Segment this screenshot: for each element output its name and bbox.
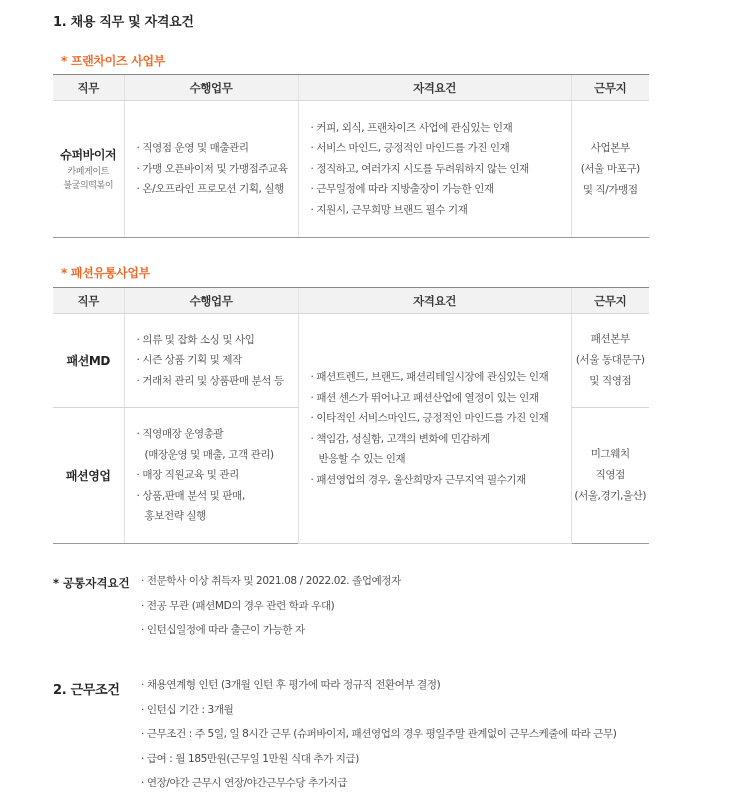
requirements-cell — [298, 314, 571, 544]
location-line: (서울,경기,울산) — [574, 490, 647, 502]
header-role: 직무 — [53, 288, 124, 314]
tasks-cell — [124, 314, 298, 408]
header-location: 근무지 — [571, 288, 649, 314]
header-role: 직무 — [53, 75, 124, 101]
list-item: · 거래처 관리 및 상품판매 분석 등 — [136, 374, 284, 387]
location-line: (서울 마포구) — [580, 162, 640, 175]
role-name: 슈퍼바이저 — [60, 148, 117, 162]
location-line: 미그웨치 — [590, 448, 630, 460]
franchise-table — [53, 74, 649, 238]
header-requirements: 자격요건 — [298, 75, 571, 101]
list-item: 홍보전략 실행 — [144, 510, 206, 523]
list-item: · 정직하고, 여러가지 시도를 두려워하지 않는 인재 — [310, 162, 529, 175]
tasks-cell — [124, 101, 298, 238]
section1-title: 1. 채용 직무 및 자격요건 — [53, 15, 194, 30]
list-item: · 인턴십 기간 : 3개월 — [141, 703, 234, 716]
work-conditions-list — [141, 673, 616, 796]
location-line: (서울 동대문구) — [575, 354, 645, 366]
role-brand: 불굴의떡볶이 — [63, 181, 114, 191]
list-item: · 온/오프라인 프로모션 기획, 실행 — [136, 183, 284, 196]
role-cell: 패션MD — [53, 314, 124, 408]
list-item: · 패션트렌드, 브랜드, 패션리테일시장에 관심있는 인재 — [310, 371, 549, 383]
location-line: 직영점 — [595, 469, 625, 481]
fashion-title: * 패션유통사업부 — [61, 266, 150, 280]
list-item: · 지원시, 근무희망 브랜드 필수 기재 — [310, 203, 468, 216]
header-tasks: 수행업무 — [124, 75, 298, 101]
header-location: 근무지 — [571, 75, 649, 101]
list-item: (매장운영 및 매출, 고객 관리) — [144, 448, 274, 461]
table-header-row — [53, 75, 649, 101]
list-item: · 직영매장 운영총괄 — [136, 428, 224, 441]
requirements-cell — [298, 101, 571, 238]
list-item: · 의류 및 잡화 소싱 및 사입 — [136, 333, 255, 346]
header-requirements: 자격요건 — [298, 288, 571, 314]
list-item: · 전문학사 이상 취득자 및 2021.08 / 2022.02. 졸업예정자 — [141, 575, 401, 587]
section2-title: 2. 근무조건 — [53, 683, 120, 698]
list-item: · 직영점 운영 및 매출관리 — [136, 142, 249, 155]
location-line: 패션본부 — [590, 333, 630, 345]
list-item: 반응할 수 있는 인재 — [318, 453, 406, 465]
list-item: · 서비스 마인드, 긍정적인 마인드를 가진 인재 — [310, 142, 510, 155]
location-line: 사업본부 — [590, 141, 630, 154]
location-cell — [571, 408, 649, 544]
location-line: 및 직영점 — [589, 375, 632, 387]
list-item: · 상품,판매 분석 및 판매, — [136, 489, 245, 502]
fashion-table — [53, 287, 649, 544]
list-item: · 채용연계형 인턴 (3개월 인턴 후 평가에 따라 정규직 전환여부 결정) — [141, 679, 441, 691]
list-item: · 급여 : 월 185만원(근무일 1만원 식대 추가 지급) — [141, 752, 359, 765]
list-item: · 책임감, 성실함, 고객의 변화에 민감하게 — [310, 432, 490, 445]
list-item: · 이타적인 서비스마인드, 긍정적인 마인드를 가진 인재 — [310, 412, 549, 424]
table-row — [53, 101, 649, 238]
location-cell — [571, 101, 649, 238]
common-requirements-label: * 공통자격요건 — [53, 576, 130, 590]
list-item: · 근무조건 : 주 5일, 일 8시간 근무 (슈퍼바이저, 패션영업의 경우 평일주말 관계없이 근무스케줄에 따라 근무) — [141, 728, 617, 740]
list-item: · 근무일정에 따라 지방출장이 가능한 인재 — [310, 183, 494, 196]
location-cell — [571, 314, 649, 408]
location-line: 및 직/가맹점 — [582, 183, 638, 196]
franchise-title: * 프랜차이즈 사업부 — [61, 54, 166, 68]
role-cell — [53, 101, 124, 238]
list-item: · 인턴십일정에 따라 출근이 가능한 자 — [141, 624, 305, 636]
list-item: · 시즌 상품 기획 및 제작 — [136, 354, 242, 367]
role-brand: 카페게이트 — [67, 167, 109, 177]
list-item: · 가맹 오픈바이저 및 가맹점주교육 — [136, 162, 288, 175]
tasks-cell — [124, 408, 298, 544]
list-item: · 전공 무관 (패션MD의 경우 관련 학과 우대) — [141, 599, 335, 612]
role-cell: 패션영업 — [53, 408, 124, 544]
table-row — [53, 314, 649, 408]
header-tasks: 수행업무 — [124, 288, 298, 314]
list-item: · 패션영업의 경우, 울산희망자 근무지역 필수기재 — [310, 473, 526, 486]
list-item: · 매장 직원교육 및 관리 — [136, 469, 239, 482]
list-item: · 커피, 외식, 프랜차이즈 사업에 관심있는 인재 — [310, 121, 513, 134]
common-requirements-list — [141, 569, 401, 643]
table-header-row — [53, 288, 649, 314]
list-item: · 패션 센스가 뛰어나고 패션산업에 열정이 있는 인재 — [310, 391, 539, 404]
list-item: · 연장/야간 근무시 연장/야간근무수당 추가지급 — [141, 777, 348, 789]
